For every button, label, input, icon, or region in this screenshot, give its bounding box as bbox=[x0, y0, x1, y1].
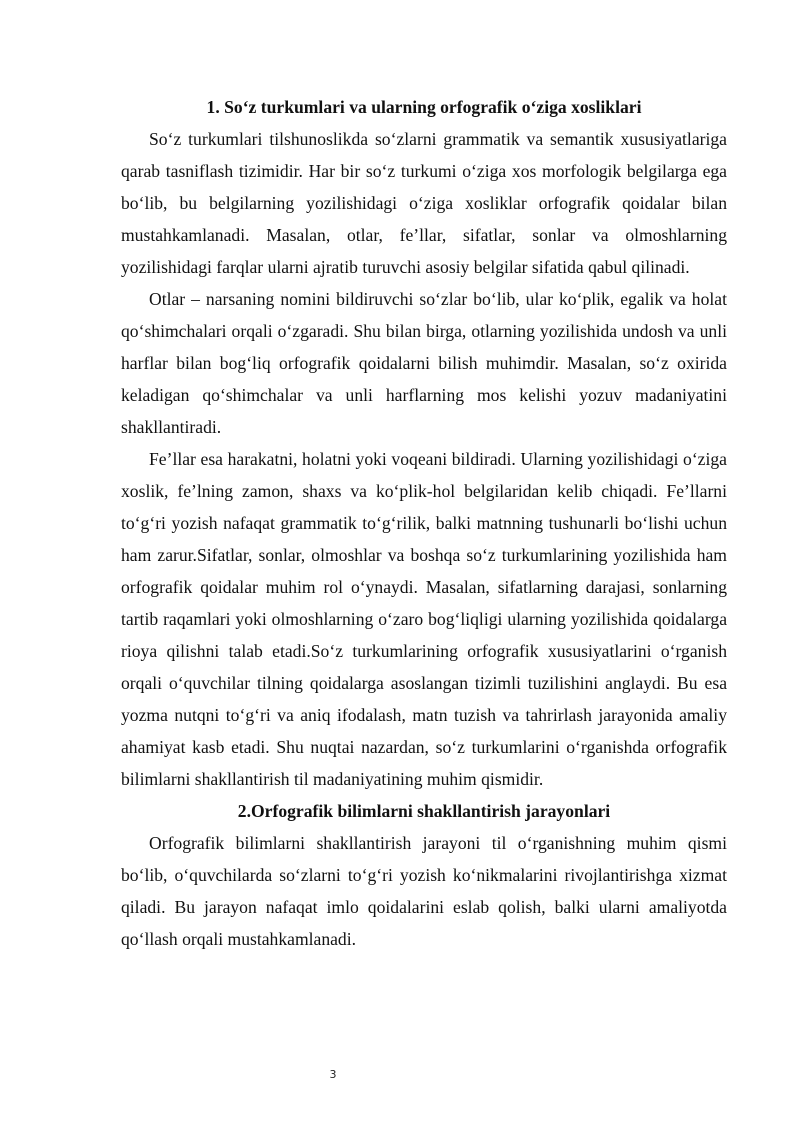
section-1-heading: 1. So‘z turkumlari va ularning orfografik o‘ziga xosliklari bbox=[206, 97, 642, 117]
section-2-heading: 2.Orfografik bilimlarni shakllantirish jarayonlari bbox=[237, 801, 611, 821]
section-1-paragraph-1: So‘z turkumlari tilshunoslikda so‘zlarni grammatik va semantik xususiyatlariga qarab tasniflash tizimidir. Har bir so‘z turkumi o‘ziga xos morfologik belgilarga ega bo‘lib, bu belgilarning yozilishidagi o‘ziga xosliklar orfografik qoidalar bilan mustahkamlanadi. Masalan, otlar, fe’llar, sifatlar, sonlar va olmoshlarning yozilishidagi farqlar ularni ajratib turuvchi asosiy belgilar sifatida qabul qilinadi. bbox=[121, 129, 727, 277]
section-1-paragraph-3: Fe’llar esa harakatni, holatni yoki voqeani bildiradi. Ularning yozilishidagi o‘ziga xoslik, fe’lning zamon, shaxs va ko‘plik-hol belgilaridan kelib chiqadi. Fe’llarni to‘g‘ri yozish nafaqat grammatik to‘g‘rilik, balki matnning tushunarli bo‘lishi uchun ham zarur.Sifatlar, sonlar, olmoshlar va boshqa so‘z turkumlarining yozilishida ham orfografik qoidalar muhim rol o‘ynaydi. Masalan, sifatlarning darajasi, sonlarning tartib raqamlari yoki olmoshlarning o‘zaro bog‘liqligi ularning yozilishida qoidalarga rioya qilishni talab etadi.So‘z turkumlarining orfografik xususiyatlarini o‘rganish orqali o‘quvchilar tilning qoidalarga asoslangan tizimli tuzilishini anglaydi. Bu esa yozma nutqni to‘g‘ri va aniq ifodalash, matn tuzish va tahrirlash jarayonida amaliy ahamiyat kasb etadi. Shu nuqtai nazardan, so‘z turkumlarini o‘rganishda orfografik bilimlarni shakllantirish til madaniyatining muhim qismidir. bbox=[121, 449, 727, 789]
section-1-paragraph-2: Otlar – narsaning nomini bildiruvchi so‘zlar bo‘lib, ular ko‘plik, egalik va holat qo‘shimchalari orqali o‘zgaradi. Shu bilan birga, otlarning yozilishida undosh va unli harflar bilan bog‘liq orfografik qoidalarni bilish muhimdir. Masalan, so‘z oxirida keladigan qo‘shimchalar va unli harflarning mos kelishi yozuv madaniyatini shakllantiradi. bbox=[121, 289, 727, 437]
section-2-paragraph-1: Orfografik bilimlarni shakllantirish jarayoni til o‘rganishning muhim qismi bo‘lib, o‘quvchilarda so‘zlarni to‘g‘ri yozish ko‘nikmalarini rivojlantirishga xizmat qiladi. Bu jarayon nafaqat imlo qoidalarini eslab qolish, balki ularni amaliyotda qo‘llash orqali mustahkamlanadi. bbox=[121, 833, 727, 949]
page-body bbox=[121, 91, 727, 955]
page-number: 3 bbox=[329, 1068, 337, 1081]
